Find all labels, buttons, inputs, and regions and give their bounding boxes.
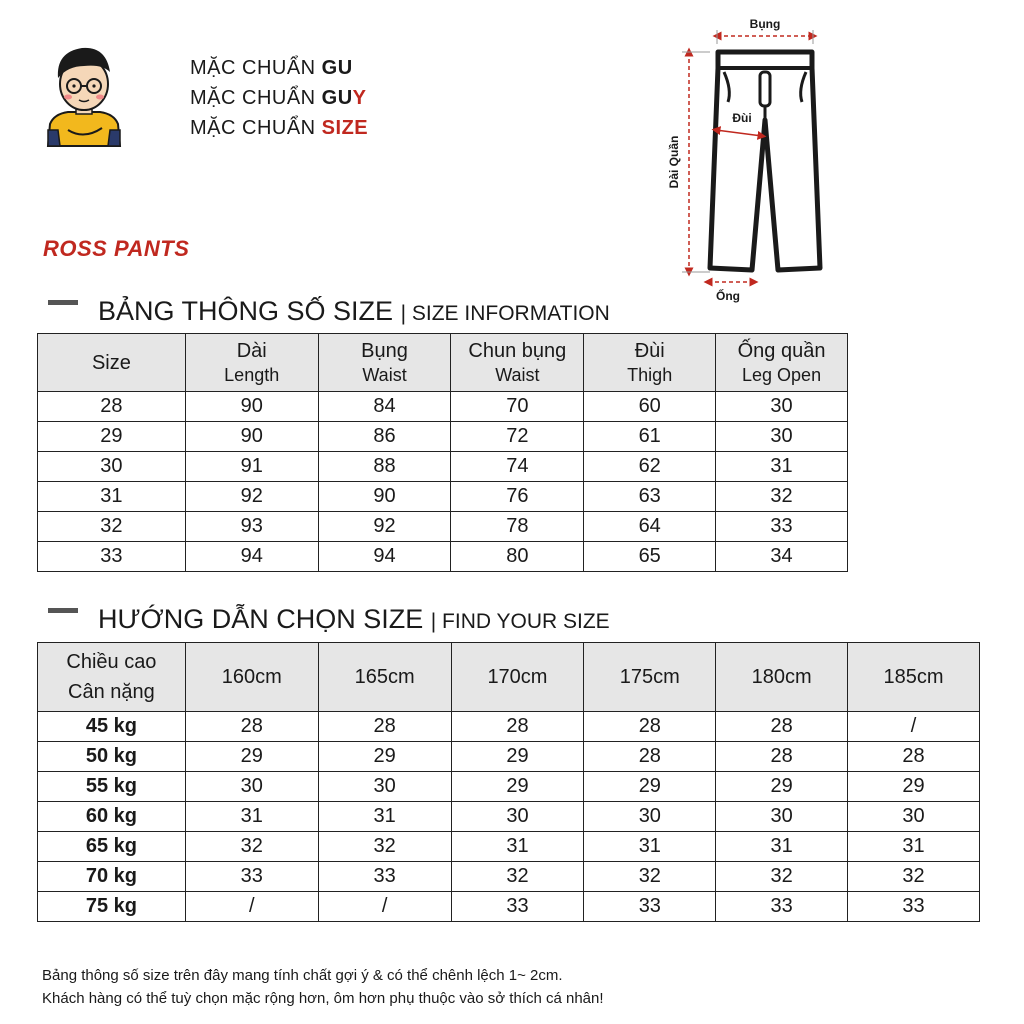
table-row <box>38 772 980 802</box>
table-cell: 33 <box>318 862 451 892</box>
table-cell: 29 <box>185 742 318 772</box>
slogan-line-1-gu: GU <box>321 57 353 79</box>
table-cell: 33 <box>185 862 318 892</box>
header-label: Waist <box>362 364 407 385</box>
table-row <box>38 892 980 922</box>
table-row <box>38 712 980 742</box>
table-row <box>38 862 980 892</box>
table-cell: 30 <box>716 422 848 452</box>
table-cell: 29 <box>848 772 980 802</box>
table-cell: 30 <box>584 802 716 832</box>
table-cell: 29 <box>584 772 716 802</box>
header-label: Bụng <box>361 339 408 362</box>
size-info-header-row <box>38 334 848 392</box>
table-row <box>38 802 980 832</box>
table-cell: 64 <box>584 512 716 542</box>
thigh-label: Đùi <box>732 111 752 125</box>
slogan-line-1-prefix: MẶC CHUẨN <box>190 57 322 79</box>
table-cell: 31 <box>451 832 584 862</box>
table-cell: 31 <box>848 832 980 862</box>
heading-dash-icon <box>48 608 78 613</box>
table-cell: 32 <box>716 482 848 512</box>
height-header: 165cm <box>318 643 451 712</box>
length-label: Dài Quần <box>667 135 681 189</box>
table-cell: 31 <box>584 832 716 862</box>
slogan-line-3-size: SIZE <box>321 117 369 139</box>
header-label: Length <box>224 364 280 385</box>
table-cell: 78 <box>451 512 584 542</box>
mascot-illustration <box>44 44 124 150</box>
table-cell: / <box>185 892 318 922</box>
table-cell: 30 <box>716 392 848 422</box>
table-cell: 29 <box>451 772 584 802</box>
table-cell: 29 <box>716 772 848 802</box>
table-row <box>38 482 848 512</box>
height-header: 185cm <box>848 643 980 712</box>
size-guide-header-row <box>38 643 980 712</box>
table-cell: 60 <box>584 392 716 422</box>
table-cell: 30 <box>185 772 318 802</box>
table-cell: 30 <box>451 802 584 832</box>
product-name: ROSS PANTS <box>43 236 190 261</box>
table-cell: 61 <box>584 422 716 452</box>
table-cell: 30 <box>848 802 980 832</box>
size-info-header <box>584 334 716 392</box>
table-cell: 31 <box>38 482 186 512</box>
table-row <box>38 512 848 542</box>
weight-cell: 45 kg <box>38 712 186 742</box>
table-cell: 86 <box>318 422 451 452</box>
table-cell: 92 <box>318 512 451 542</box>
table-row <box>38 832 980 862</box>
size-info-header <box>185 334 318 392</box>
heading-dash-icon <box>48 300 78 305</box>
size-guide-corner-header <box>38 643 186 712</box>
weight-cell: 75 kg <box>38 892 186 922</box>
table-row <box>38 542 848 572</box>
table-cell: 62 <box>584 452 716 482</box>
table-cell: 70 <box>451 392 584 422</box>
header-label: Đùi <box>634 339 665 362</box>
table-cell: 28 <box>38 392 186 422</box>
height-header: 175cm <box>584 643 716 712</box>
size-guide-subtitle: | FIND YOUR SIZE <box>430 610 610 633</box>
table-cell: 33 <box>584 892 716 922</box>
table-cell: 94 <box>185 542 318 572</box>
table-cell: 28 <box>584 712 716 742</box>
table-cell: 33 <box>716 512 848 542</box>
size-info-subtitle: | SIZE INFORMATION <box>400 302 610 325</box>
table-cell: 31 <box>716 832 848 862</box>
table-cell: 31 <box>185 802 318 832</box>
slogan-line-2-y: Y <box>352 87 367 109</box>
table-cell: 28 <box>451 712 584 742</box>
header-label: Chiều cao <box>66 651 157 673</box>
table-cell: 28 <box>848 742 980 772</box>
slogan-line-2-gu: GU <box>321 87 353 109</box>
header-label: Ống quần <box>737 339 826 362</box>
table-cell: 30 <box>318 772 451 802</box>
table-cell: 31 <box>716 452 848 482</box>
slogan-line-3 <box>190 117 368 140</box>
table-cell: / <box>848 712 980 742</box>
table-cell: 29 <box>318 742 451 772</box>
footnote-line-2: Khách hàng có thể tuỳ chọn mặc rộng hơn, ôm hơn phụ thuộc vào sở thích cá nhân! <box>42 990 604 1007</box>
header-label: Thigh <box>627 364 673 385</box>
table-cell: 29 <box>38 422 186 452</box>
header-label: Dài <box>236 339 267 362</box>
slogan-line-1 <box>190 57 353 80</box>
size-info-table <box>37 333 848 572</box>
waist-label: Bụng <box>749 17 781 31</box>
table-cell: 33 <box>716 892 848 922</box>
table-cell: 72 <box>451 422 584 452</box>
table-cell: 94 <box>318 542 451 572</box>
weight-cell: 70 kg <box>38 862 186 892</box>
table-cell: 92 <box>185 482 318 512</box>
table-cell: 28 <box>318 712 451 742</box>
table-row <box>38 392 848 422</box>
weight-cell: 65 kg <box>38 832 186 862</box>
size-guide-title: HƯỚNG DẪN CHỌN SIZE <box>98 604 424 634</box>
table-cell: 91 <box>185 452 318 482</box>
table-cell: 33 <box>451 892 584 922</box>
table-cell: 93 <box>185 512 318 542</box>
size-guide-heading <box>48 604 610 635</box>
size-info-heading <box>48 296 610 327</box>
size-info-header <box>451 334 584 392</box>
slogan-line-3-prefix: MẶC CHUẨN <box>190 117 322 139</box>
table-cell: 28 <box>185 712 318 742</box>
table-cell: 76 <box>451 482 584 512</box>
size-info-title: BẢNG THÔNG SỐ SIZE <box>98 296 394 326</box>
weight-cell: 55 kg <box>38 772 186 802</box>
table-cell: 31 <box>318 802 451 832</box>
size-info-header <box>716 334 848 392</box>
size-info-header <box>38 334 186 392</box>
table-cell: 32 <box>38 512 186 542</box>
table-cell: 90 <box>185 422 318 452</box>
table-row <box>38 422 848 452</box>
weight-cell: 60 kg <box>38 802 186 832</box>
footnote-line-1: Bảng thông số size trên đây mang tính chất gợi ý & có thể chênh lệch 1~ 2cm. <box>42 967 563 984</box>
size-info-header <box>318 334 451 392</box>
table-cell: 33 <box>848 892 980 922</box>
footnote <box>42 964 604 1010</box>
table-row <box>38 452 848 482</box>
table-cell: 88 <box>318 452 451 482</box>
weight-cell: 50 kg <box>38 742 186 772</box>
leg-label: Ống <box>716 289 740 303</box>
table-cell: 80 <box>451 542 584 572</box>
table-cell: 74 <box>451 452 584 482</box>
table-cell: / <box>318 892 451 922</box>
table-cell: 65 <box>584 542 716 572</box>
table-cell: 32 <box>716 862 848 892</box>
header-label: Chun bụng <box>468 339 567 362</box>
table-cell: 30 <box>38 452 186 482</box>
header-label: Size <box>91 351 131 374</box>
height-header: 180cm <box>716 643 848 712</box>
pants-diagram <box>660 10 850 310</box>
table-cell: 29 <box>451 742 584 772</box>
table-cell: 32 <box>848 862 980 892</box>
table-cell: 84 <box>318 392 451 422</box>
header-label: Leg Open <box>742 364 822 385</box>
table-cell: 34 <box>716 542 848 572</box>
slogan-line-2 <box>190 87 367 110</box>
table-cell: 90 <box>318 482 451 512</box>
table-cell: 90 <box>185 392 318 422</box>
table-cell: 33 <box>38 542 186 572</box>
header-label: Cân nặng <box>68 681 155 703</box>
table-cell: 30 <box>716 802 848 832</box>
table-row <box>38 742 980 772</box>
table-cell: 32 <box>451 862 584 892</box>
height-header: 160cm <box>185 643 318 712</box>
table-cell: 28 <box>584 742 716 772</box>
header-label: Waist <box>495 364 540 385</box>
table-cell: 32 <box>584 862 716 892</box>
table-cell: 28 <box>716 742 848 772</box>
size-guide-table <box>37 642 980 922</box>
table-cell: 32 <box>185 832 318 862</box>
table-cell: 63 <box>584 482 716 512</box>
table-cell: 32 <box>318 832 451 862</box>
slogan-line-2-prefix: MẶC CHUẨN <box>190 87 322 109</box>
table-cell: 28 <box>716 712 848 742</box>
height-header: 170cm <box>451 643 584 712</box>
